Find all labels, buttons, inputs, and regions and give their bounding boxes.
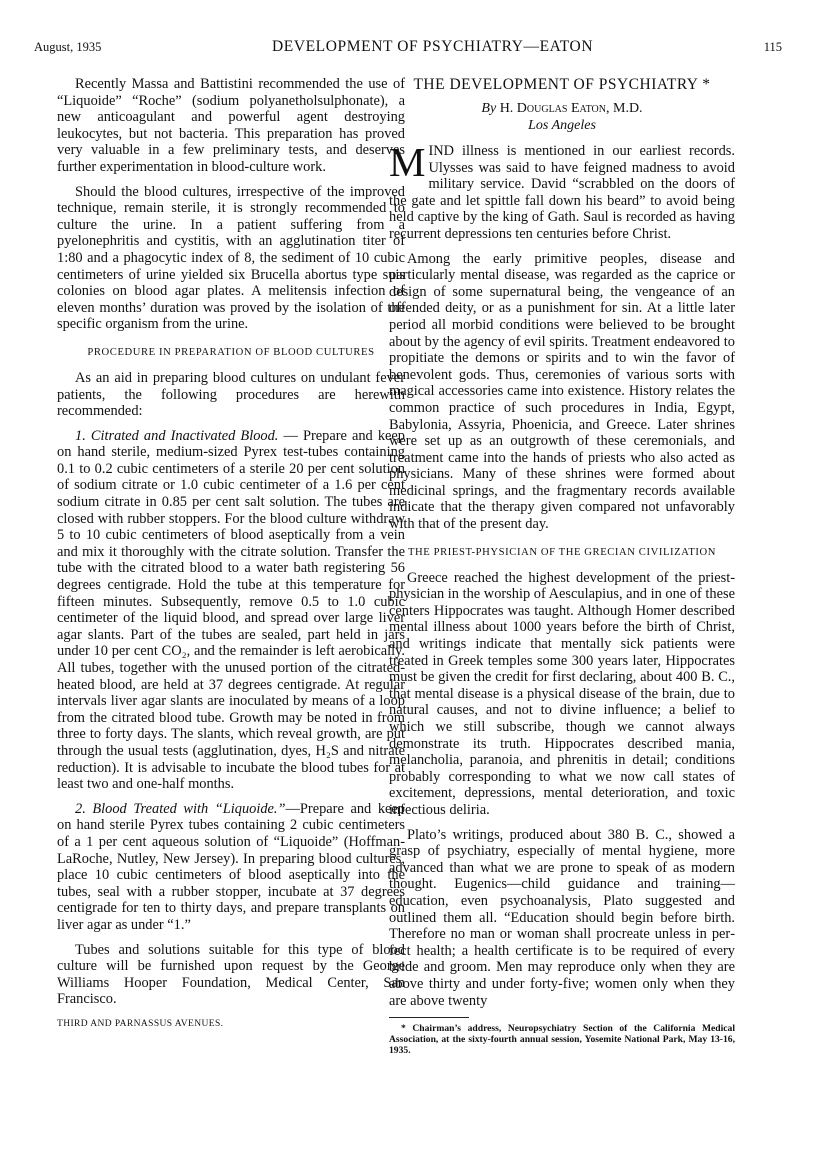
issue-date: August, 1935 — [34, 40, 102, 54]
byline-prefix: By — [481, 101, 500, 116]
address-signature: THIRD AND PARNASSUS AVENUES. — [57, 1018, 224, 1029]
left-column — [57, 76, 405, 1040]
paragraph: As an aid in preparing blood cultures on undulant fever patients, the following procedures are herewith recommended: — [57, 369, 405, 420]
paragraph: Among the early primitive peoples, disease and particularly mental disease, was regarded as the caprice or design of some supernatural being, the vengeance of an offended deity, or as a punishment for sin. At a little later period all morbid conditions were believed to be brought about by the agency of evil spirits. Treatment endeavored to propitiate the demons or spirits and to win the favor of benevolent gods. Thus, ceremonies of various sorts with magical accessories came into existence. History relates the common practice of such procedures in India, Egypt, Babylonia, Assyria, Phoenicia, and Greece. Later shrines were set up as an outgrowth of these ceremonials, and treatment came into the hands of priests who also acted as physicians. Many of these shrines were formed about medicinal springs, and the fragmentary records available indicate that the therapy given compared not unfavorably with that of the present day. — [389, 250, 735, 533]
procedure-2-text: —Prepare and keep on hand sterile Pyrex tubes containing 2 cubic centimeters of a 1 per cent aqueous solution of “Liquoide” (Hoffman-LaRoche, Nutley, New Jersey). In preparing blood cultures, place 10 cubic centimeters of blood aseptically into the tubes, seal with a rubber stopper, incubate at 37 degrees centigrade for ten to thirty days, and prepare transplants on liver agar as under “1.” — [57, 800, 405, 933]
paragraph: Should the blood cultures, irrespective of the improved technique, remain sterile, it is strongly recommended to culture the urine. In a patient suffering from a pyelonephritis and cystitis, with an agglutination titer of 1:80 and a phagocytic index of 8, the sediment of 10 cubic centimeters of urine yielded six Brucella abortus type suis colonies on blood agar plates. A melitensis infection of eleven months’ duration was proved by the isolation of the specific organism from the urine. — [57, 183, 405, 333]
drop-cap: M — [389, 139, 426, 185]
procedure-2 — [57, 801, 405, 934]
opening-paragraph — [389, 139, 735, 243]
byline — [389, 100, 735, 117]
running-header — [34, 38, 782, 60]
paragraph: Recently Massa and Battistini recommended the use of “Liquoide” “Roche” (sodium polyanetholsulphonate), a new anticoagulant and powerful agent destroying leukocytes, but not bacteria. This preparation has proved very valuable in a few preliminary tests, and deserves further experimentation in blood-culture work. — [57, 76, 405, 175]
section-heading: PROCEDURE IN PREPARATION OF BLOOD CULTURES — [87, 346, 375, 358]
paragraph: Greece reached the highest development of the priest-physician in the worship of Aesculapius, and in one of these centers Hippocrates was taught. Although Homer described mental illness about 1000 years before the birth of Christ, and writings indicate that mentally sick patients were treated in Greek temples some 300 years later, Hippocrates must be given the credit for first declaring, about 400 B. C., that mental disease is a physical disease of the brain, due to natural causes, and not to divine influence; a belief to which we still subscribe, though we cannot always demonstrate its truth. Hippocrates described mania, melancholia, paranoia, and phrenitis in detail; conditions probably corresponding to what we now call states of excitement, depressions, mental deterioration, and toxic infectious deliria. — [389, 569, 735, 818]
procedure-1 — [57, 428, 405, 793]
opening-text: illness is mentioned in our earliest records. Ulysses was said to have feigned madness to avoid military service. David “scrabbled on the doors of the gate and let spittle fall down his beard” to avoid being held captive by the king of Gath. Saul is recorded as having recurrent depressions ten centuries before Christ. — [389, 143, 735, 242]
procedure-2-title: 2. Blood Treated with “Liquoide.” — [75, 800, 286, 817]
right-column — [389, 76, 735, 1056]
paragraph: Tubes and solutions suitable for this type of blood culture will be furnished upon request by the George Williams Hooper Foundation, Medical Center, San Francisco. — [57, 941, 405, 1008]
paragraph: Plato’s writings, produced about 380 B. C., showed a grasp of psychiatry, especially of mental hygiene, more advanced than what we are prone to speak of as modern thought. Eugenics—child guidance and training—education, even psychoanalysis, Plato suggested and outlined them all. “Education should begin before birth. Therefore no man or woman shall procreate unless in perfect health; a health certificate is to be required of every bride and groom. Men may reproduce only when they are above thirty and under forty-five; women only when they are above twenty — [389, 826, 735, 1009]
procedure-1-title: 1. Citrated and Inactivated Blood. — [75, 427, 279, 444]
lead-word: IND — [428, 143, 455, 159]
page-number: 115 — [763, 40, 782, 54]
author-name: H. Douglas Eaton, M.D. — [499, 101, 643, 116]
footnote-rule — [389, 1017, 469, 1018]
author-location: Los Angeles — [528, 118, 596, 133]
article-title: THE DEVELOPMENT OF PSYCHIATRY * — [413, 76, 711, 93]
procedure-1-text: — Prepare and keep on hand sterile, medium-sized Pyrex test-tubes containing 0.1 to 0.2 cubic centimeters of a sterile 20 per cent solution of sodium citrate or 1.0 cubic centimeter of a 1.6 per cent sodium citrate in 0.85 per cent salt solution. The tubes are closed with rubber stoppers. For the blood culture withdraw 5 to 10 cubic centimeters of blood aseptically from a vein and mix it thoroughly with the citrate solution. Transfer the tube with the citrated blood to a water bath registering 56 degrees centigrade. Hold the tube at this temperature for fifteen minutes. Subsequently, remove 0.5 to 1.0 cubic centimeter of the liquid blood, and spread over large liver agar slants. Part of the tubes are sealed, part held in jars under 10 per cent CO₂, and the remainder is left aerobically. All tubes, together with the unused portion of the citrated-heated blood, are held at 37 degrees centigrade. At regular intervals liver agar slants are inoculated by means of a loop from the citrated blood tube. Growth may be noted in from three to forty days. The slants, which reveal growth, are put through the usual tests (agglutination, dyes, H₂S and nitrate reduction). It is advisable to incubate the blood tubes for at least two and one-half months. — [57, 427, 405, 793]
footnote: * Chairman’s address, Neuropsychiatry Section of the California Medical Association, at the sixty-fourth annual session, Yosemite National Park, May 13-16, 1935. — [389, 1023, 735, 1057]
section-heading: THE PRIEST-PHYSICIAN OF THE GRECIAN CIVILIZATION — [407, 546, 717, 558]
running-title: DEVELOPMENT OF PSYCHIATRY—EATON — [271, 38, 594, 55]
